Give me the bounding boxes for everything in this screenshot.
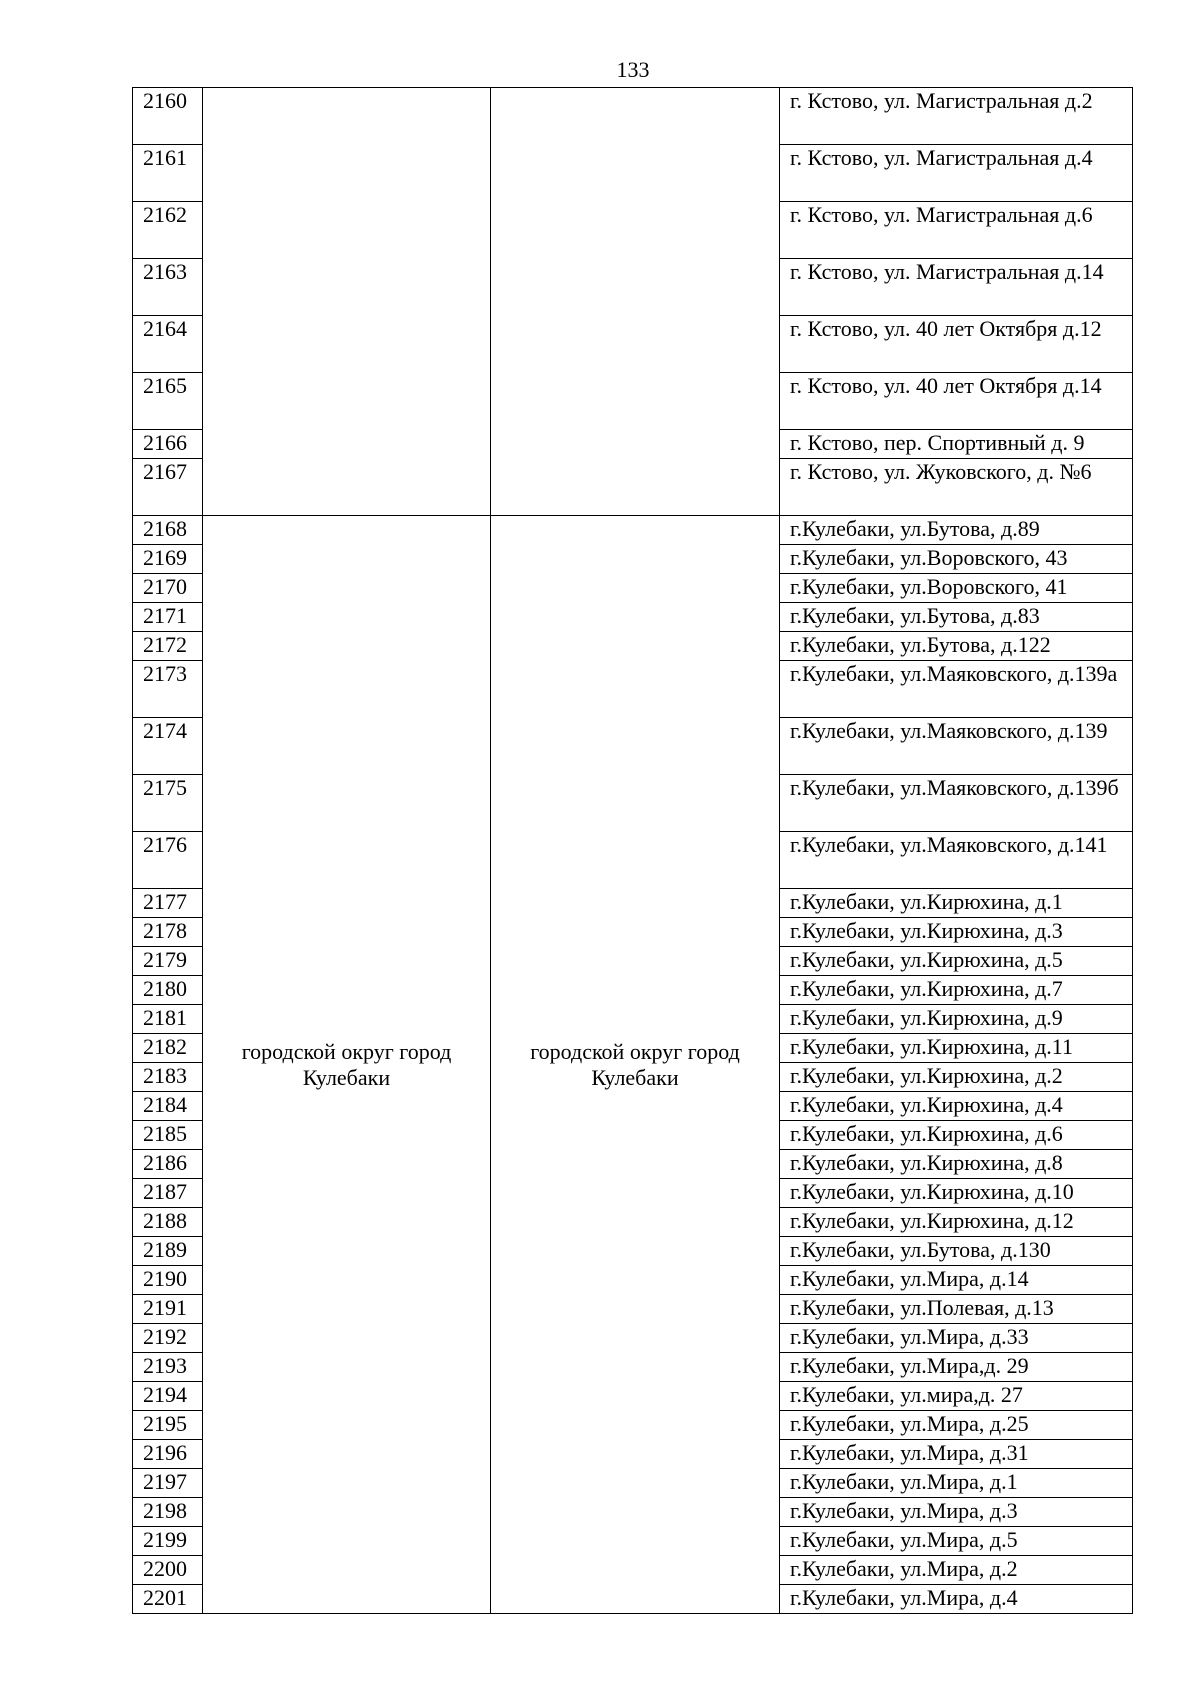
address-cell: г. Кстово, ул. Магистральная д.14 [780,259,1133,316]
address-cell: г.Кулебаки, ул.Бутова, д.122 [780,632,1133,661]
row-number-cell: 2169 [133,545,203,574]
row-number-cell: 2176 [133,832,203,889]
address-cell: г. Кстово, ул. 40 лет Октября д.14 [780,373,1133,430]
municipality-cell [491,88,780,516]
address-table [132,87,1133,1614]
row-number-cell: 2199 [133,1527,203,1556]
address-cell: г.Кулебаки, ул.Полевая, д.13 [780,1295,1133,1324]
row-number-cell: 2171 [133,603,203,632]
row-number-cell: 2183 [133,1063,203,1092]
row-number-cell: 2195 [133,1411,203,1440]
address-cell: г.Кулебаки, ул.Кирюхина, д.7 [780,976,1133,1005]
address-cell: г.Кулебаки, ул.Воровского, 43 [780,545,1133,574]
row-number-cell: 2194 [133,1382,203,1411]
row-number-cell: 2167 [133,459,203,516]
table-row [133,88,1133,145]
row-number-cell: 2197 [133,1469,203,1498]
table-row [133,516,1133,545]
row-number-cell: 2200 [133,1556,203,1585]
address-cell: г. Кстово, ул. Магистральная д.2 [780,88,1133,145]
row-number-cell: 2175 [133,775,203,832]
row-number-cell: 2184 [133,1092,203,1121]
row-number-cell: 2188 [133,1208,203,1237]
address-cell: г.Кулебаки, ул.Воровского, 41 [780,574,1133,603]
row-number-cell: 2201 [133,1585,203,1614]
municipality-cell: городской округ город Кулебаки [491,516,780,1614]
address-cell: г.Кулебаки, ул.Мира, д.3 [780,1498,1133,1527]
row-number-cell: 2160 [133,88,203,145]
address-cell: г. Кстово, ул. Жуковского, д. №6 [780,459,1133,516]
row-number-cell: 2196 [133,1440,203,1469]
address-cell: г.Кулебаки, ул.Маяковского, д.139 [780,718,1133,775]
address-cell: г. Кстово, пер. Спортивный д. 9 [780,430,1133,459]
address-cell: г.Кулебаки, ул.Мира, д.31 [780,1440,1133,1469]
address-cell: г.Кулебаки, ул.Кирюхина, д.2 [780,1063,1133,1092]
address-cell: г.Кулебаки, ул.Бутова, д.89 [780,516,1133,545]
row-number-cell: 2161 [133,145,203,202]
address-cell: г. Кстово, ул. Магистральная д.6 [780,202,1133,259]
address-cell: г.Кулебаки, ул.Мира, д.25 [780,1411,1133,1440]
row-number-cell: 2191 [133,1295,203,1324]
row-number-cell: 2164 [133,316,203,373]
district-cell: городской округ город Кулебаки [203,516,491,1614]
row-number-cell: 2165 [133,373,203,430]
address-cell: г.Кулебаки, ул.Бутова, д.130 [780,1237,1133,1266]
row-number-cell: 2163 [133,259,203,316]
row-number-cell: 2179 [133,947,203,976]
address-cell: г.Кулебаки, ул.Бутова, д.83 [780,603,1133,632]
address-cell: г.Кулебаки, ул.Мира, д.2 [780,1556,1133,1585]
address-cell: г.Кулебаки, ул.Маяковского, д.139а [780,661,1133,718]
row-number-cell: 2170 [133,574,203,603]
row-number-cell: 2190 [133,1266,203,1295]
row-number-cell: 2192 [133,1324,203,1353]
row-number-cell: 2189 [133,1237,203,1266]
row-number-cell: 2172 [133,632,203,661]
address-cell: г.Кулебаки, ул.Кирюхина, д.1 [780,889,1133,918]
address-cell: г.Кулебаки, ул.Кирюхина, д.5 [780,947,1133,976]
address-cell: г.Кулебаки, ул.Мира, д.4 [780,1585,1133,1614]
address-cell: г.Кулебаки, ул.Кирюхина, д.4 [780,1092,1133,1121]
row-number-cell: 2182 [133,1034,203,1063]
row-number-cell: 2180 [133,976,203,1005]
row-number-cell: 2168 [133,516,203,545]
address-cell: г.Кулебаки, ул.Мира, д.1 [780,1469,1133,1498]
address-cell: г.Кулебаки, ул.Кирюхина, д.11 [780,1034,1133,1063]
address-cell: г.Кулебаки, ул.Мира, д.5 [780,1527,1133,1556]
address-cell: г.Кулебаки, ул.Мира, д.33 [780,1324,1133,1353]
address-cell: г. Кстово, ул. Магистральная д.4 [780,145,1133,202]
row-number-cell: 2173 [133,661,203,718]
address-cell: г.Кулебаки, ул.Кирюхина, д.6 [780,1121,1133,1150]
row-number-cell: 2178 [133,918,203,947]
row-number-cell: 2187 [133,1179,203,1208]
district-cell [203,88,491,516]
page-number: 133 [616,57,650,82]
address-cell: г.Кулебаки, ул.Кирюхина, д.10 [780,1179,1133,1208]
row-number-cell: 2181 [133,1005,203,1034]
address-table-body [133,88,1133,1614]
address-cell: г.Кулебаки, ул.Мира,д. 29 [780,1353,1133,1382]
address-cell: г.Кулебаки, ул.Мира, д.14 [780,1266,1133,1295]
row-number-cell: 2186 [133,1150,203,1179]
row-number-cell: 2185 [133,1121,203,1150]
address-cell: г.Кулебаки, ул.мира,д. 27 [780,1382,1133,1411]
address-cell: г.Кулебаки, ул.Кирюхина, д.8 [780,1150,1133,1179]
row-number-cell: 2162 [133,202,203,259]
address-cell: г.Кулебаки, ул.Маяковского, д.141 [780,832,1133,889]
row-number-cell: 2177 [133,889,203,918]
row-number-cell: 2166 [133,430,203,459]
row-number-cell: 2193 [133,1353,203,1382]
address-cell: г.Кулебаки, ул.Кирюхина, д.9 [780,1005,1133,1034]
address-cell: г.Кулебаки, ул.Маяковского, д.139б [780,775,1133,832]
address-cell: г. Кстово, ул. 40 лет Октября д.12 [780,316,1133,373]
address-cell: г.Кулебаки, ул.Кирюхина, д.3 [780,918,1133,947]
row-number-cell: 2198 [133,1498,203,1527]
row-number-cell: 2174 [133,718,203,775]
address-cell: г.Кулебаки, ул.Кирюхина, д.12 [780,1208,1133,1237]
